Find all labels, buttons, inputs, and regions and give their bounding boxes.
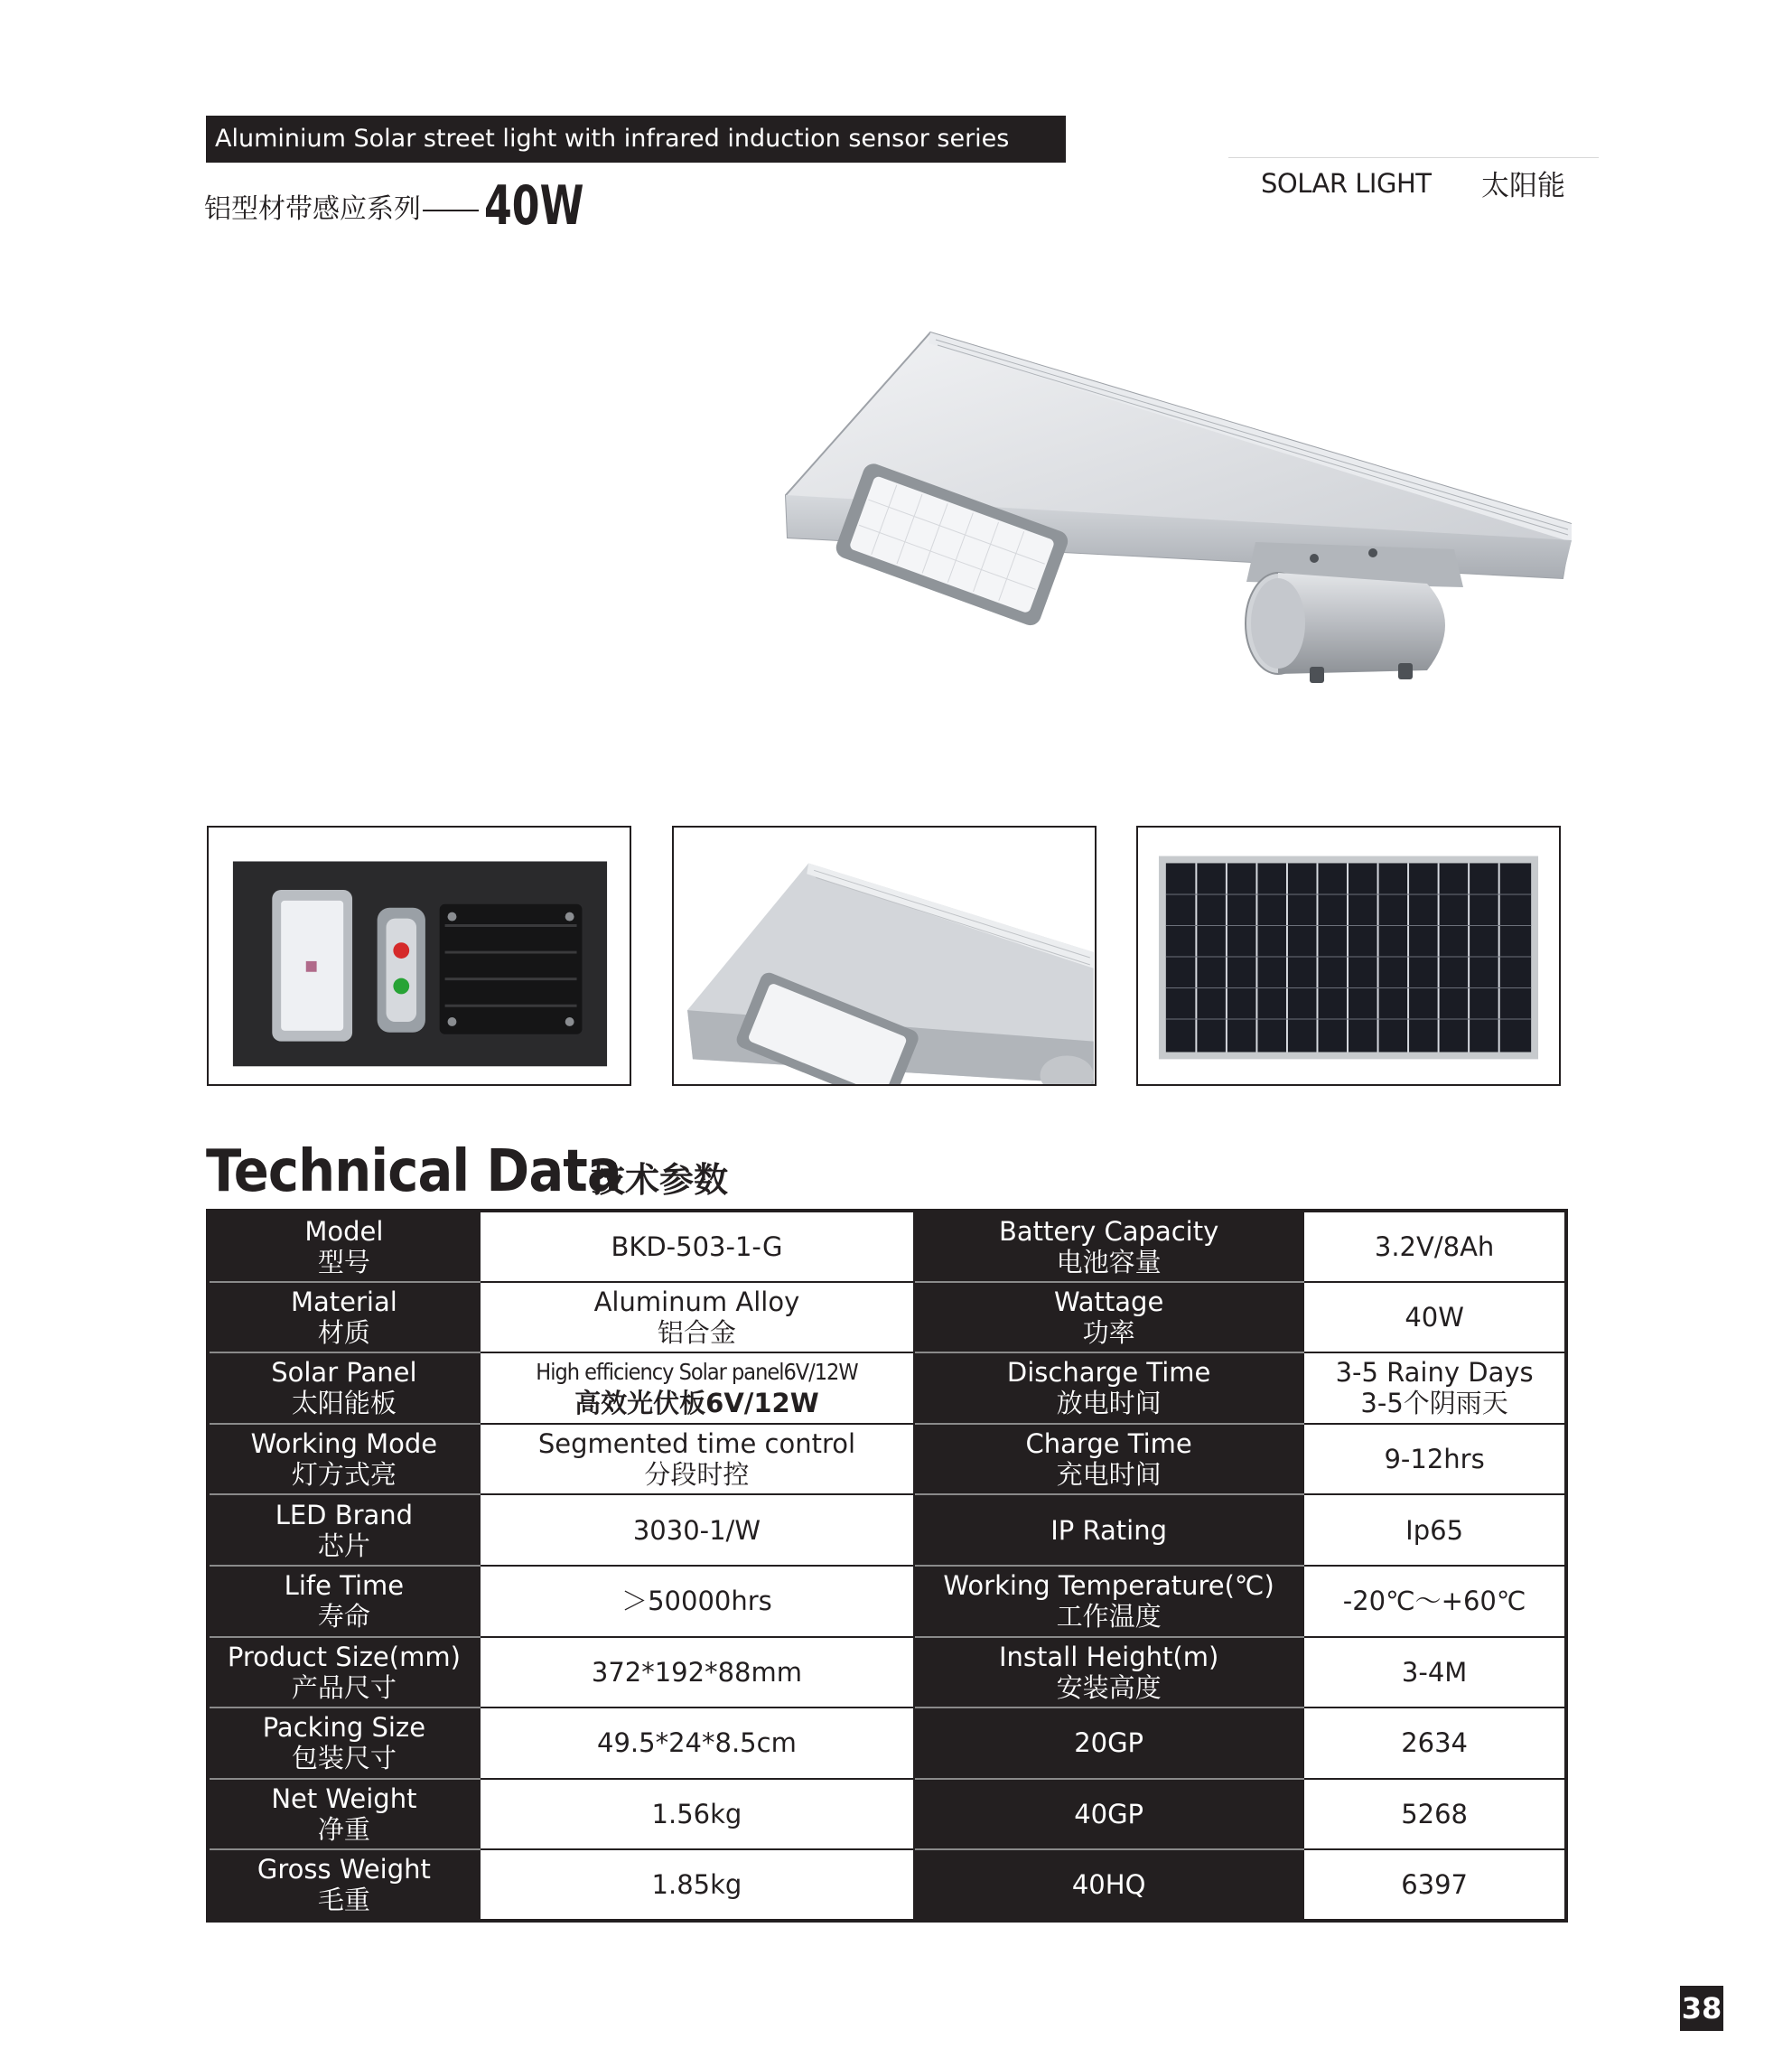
spec-value: BKD-503-1-G xyxy=(480,1211,914,1282)
spec-value: 2634 xyxy=(1303,1708,1566,1779)
table-row xyxy=(208,1424,1566,1495)
series-title-bar: Aluminium Solar street light with infrared induction sensor series xyxy=(206,116,1066,163)
spec-label: Install Height(m) 安装高度 xyxy=(914,1637,1303,1708)
spec-value: 40W xyxy=(1303,1282,1566,1353)
spec-value: 6397 xyxy=(1303,1849,1566,1921)
table-row xyxy=(208,1779,1566,1850)
spec-label: Gross Weight 毛重 xyxy=(208,1849,480,1921)
thumbnail-led-module xyxy=(207,826,631,1086)
wattage-label: 40W xyxy=(484,174,584,238)
spec-label: IP Rating xyxy=(914,1494,1303,1566)
table-row xyxy=(208,1708,1566,1779)
table-row xyxy=(208,1352,1566,1424)
spec-value: 3-5 Rainy Days 3-5个阴雨天 xyxy=(1303,1352,1566,1424)
table-row xyxy=(208,1211,1566,1282)
spec-label: Net Weight 净重 xyxy=(208,1779,480,1850)
spec-label: Working Temperature(℃) 工作温度 xyxy=(914,1566,1303,1637)
spec-value: Aluminum Alloy 铝合金 xyxy=(480,1282,914,1353)
page-number: 38 xyxy=(1680,1986,1723,2031)
spec-label: 40HQ xyxy=(914,1849,1303,1921)
thumbnail-light-angle xyxy=(672,826,1097,1086)
spec-label: Product Size(mm) 产品尺寸 xyxy=(208,1637,480,1708)
table-row xyxy=(208,1849,1566,1921)
spec-value: 3030-1/W xyxy=(480,1494,914,1566)
spec-label: Wattage 功率 xyxy=(914,1282,1303,1353)
spec-label: Packing Size 包装尺寸 xyxy=(208,1708,480,1779)
spec-label: Material 材质 xyxy=(208,1282,480,1353)
spec-value: 3-4M xyxy=(1303,1637,1566,1708)
product-hero-image xyxy=(777,316,1572,723)
spec-label: Model 型号 xyxy=(208,1211,480,1282)
table-row xyxy=(208,1282,1566,1353)
spec-value: 372*192*88mm xyxy=(480,1637,914,1708)
subtitle-dash xyxy=(423,210,479,211)
spec-label: Working Mode 灯方式亮 xyxy=(208,1424,480,1495)
category-label-en: SOLAR LIGHT xyxy=(1261,168,1432,199)
table-row xyxy=(208,1566,1566,1637)
category-rule xyxy=(1228,157,1599,158)
technical-data-title: Technical Data xyxy=(206,1138,621,1205)
spec-label: Battery Capacity 电池容量 xyxy=(914,1211,1303,1282)
spec-value: 9-12hrs xyxy=(1303,1424,1566,1495)
spec-value: 49.5*24*8.5cm xyxy=(480,1708,914,1779)
spec-value: 1.85kg xyxy=(480,1849,914,1921)
spec-label: LED Brand 芯片 xyxy=(208,1494,480,1566)
spec-value: 1.56kg xyxy=(480,1779,914,1850)
spec-label: Solar Panel 太阳能板 xyxy=(208,1352,480,1424)
spec-value: -20℃～+60℃ xyxy=(1303,1566,1566,1637)
spec-value: 3.2V/8Ah xyxy=(1303,1211,1566,1282)
product-subtitle xyxy=(204,174,606,238)
spec-table xyxy=(206,1209,1568,1923)
spec-value: High efficiency Solar panel6V/12W 高效光伏板6V/12W xyxy=(480,1352,914,1424)
category-label-cn: 太阳能 xyxy=(1481,170,1565,202)
thumbnail-solar-panel xyxy=(1136,826,1561,1086)
table-row xyxy=(208,1637,1566,1708)
table-row xyxy=(208,1494,1566,1566)
spec-label: 40GP xyxy=(914,1779,1303,1850)
technical-data-title-cn: 技术参数 xyxy=(591,1160,729,1200)
spec-label: Life Time 寿命 xyxy=(208,1566,480,1637)
spec-label: 20GP xyxy=(914,1708,1303,1779)
technical-data-heading xyxy=(206,1140,728,1203)
spec-label: Charge Time 充电时间 xyxy=(914,1424,1303,1495)
subtitle-chinese: 铝型材带感应系列 xyxy=(204,193,421,225)
spec-value: ＞50000hrs xyxy=(480,1566,914,1637)
spec-value: Segmented time control 分段时控 xyxy=(480,1424,914,1495)
spec-value: Ip65 xyxy=(1303,1494,1566,1566)
spec-value: 5268 xyxy=(1303,1779,1566,1850)
spec-label: Discharge Time 放电时间 xyxy=(914,1352,1303,1424)
